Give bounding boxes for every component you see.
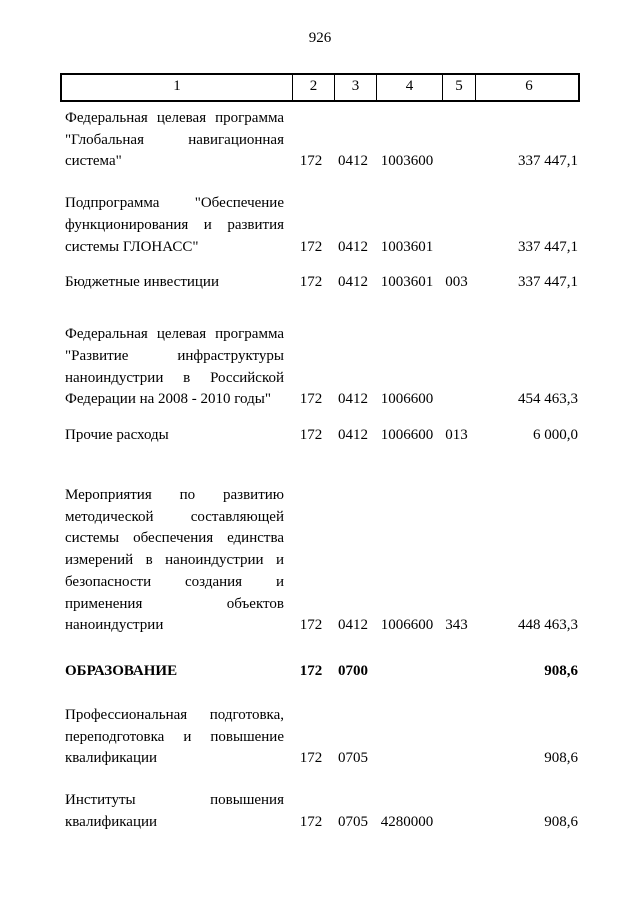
table-row [60,108,580,173]
row-code-3: 0705 [338,750,368,767]
row-code-2: 172 [299,617,323,634]
row-name: Федеральная целевая программа "Глобальная навигационная система" [65,109,284,170]
row-code-5: 013 [445,427,468,443]
row-code-3: 0705 [338,813,368,830]
table-row [60,790,580,834]
row-name: Мероприятия по развитию методической составляющей системы обеспечения единства измерений в наноиндустрии и безопасности создания и применения объектов наноиндустрии [65,486,284,634]
row-code-4: 1006600 [380,391,434,408]
row-code-2: 172 [299,238,323,255]
row-code-4 [374,682,440,683]
row-code-2: 172 [299,153,323,170]
table-row [60,705,580,770]
row-code-4: 1006600 [380,427,434,443]
table-row [60,272,580,294]
row-amount: 337 447,1 [518,274,578,291]
row-name: Профессиональная подготовка, переподготовка и повышение квалификации [65,706,284,767]
row-name: Институты повышения квалификации [65,792,284,830]
row-amount: 908,6 [544,750,578,767]
row-code-2: 172 [299,391,323,408]
row-code-5 [440,410,473,411]
row-code-4: 1006600 [380,617,434,634]
table-header-row [60,73,580,102]
row-code-4: 1003600 [380,153,434,170]
header-col-5: 5 [442,75,475,100]
row-code-2: 172 [299,274,323,291]
row-code-3: 0412 [338,274,368,291]
budget-table [60,73,580,834]
row-code-3: 0412 [338,238,368,255]
row-code-5 [440,833,473,834]
row-code-3: 0700 [338,663,368,679]
row-code-3: 0412 [338,153,368,170]
row-code-5 [440,769,473,770]
header-col-6: 6 [475,75,582,100]
table-row [60,485,580,637]
row-amount: 6 000,0 [533,427,578,443]
table-row [60,193,580,258]
header-col-2: 2 [292,75,334,100]
row-name: Подпрограмма "Обеспечение функционирования и развития системы ГЛОНАСС" [65,195,284,255]
row-name: Прочие расходы [65,427,169,443]
row-amount: 448 463,3 [518,617,578,634]
row-code-4: 1003601 [380,238,434,255]
header-col-1: 1 [173,78,181,94]
row-name: Федеральная целевая программа "Развитие инфраструктуры наноиндустрии в Российской Федерации на 2008 - 2010 годы" [65,326,284,408]
row-amount: 337 447,1 [518,238,578,255]
row-code-3: 0412 [338,391,368,408]
row-code-2: 172 [299,663,323,679]
row-code-3: 0412 [338,617,368,634]
row-code-5: 003 [445,274,468,291]
row-amount: 908,6 [544,663,578,679]
row-code-5 [440,257,473,258]
row-code-2: 172 [299,750,323,767]
row-amount: 908,6 [544,813,578,830]
row-code-5 [440,682,473,683]
row-name: ОБРАЗОВАНИЕ [65,663,178,679]
row-code-4 [374,769,440,770]
row-name: Бюджетные инвестиции [65,274,219,291]
row-code-2: 172 [299,427,323,443]
table-row [60,425,580,447]
header-col-4: 4 [376,75,442,100]
row-code-5 [440,172,473,173]
row-amount: 337 447,1 [518,153,578,170]
page-number: 926 [308,30,332,46]
row-code-4: 1003601 [380,274,434,291]
row-code-2: 172 [299,813,323,830]
table-row [60,324,580,411]
row-code-5: 343 [445,617,468,634]
table-row-section [60,661,580,683]
row-code-4: 4280000 [380,813,434,830]
row-amount: 454 463,3 [518,391,578,408]
row-code-3: 0412 [338,427,368,443]
header-col-3: 3 [334,75,376,100]
